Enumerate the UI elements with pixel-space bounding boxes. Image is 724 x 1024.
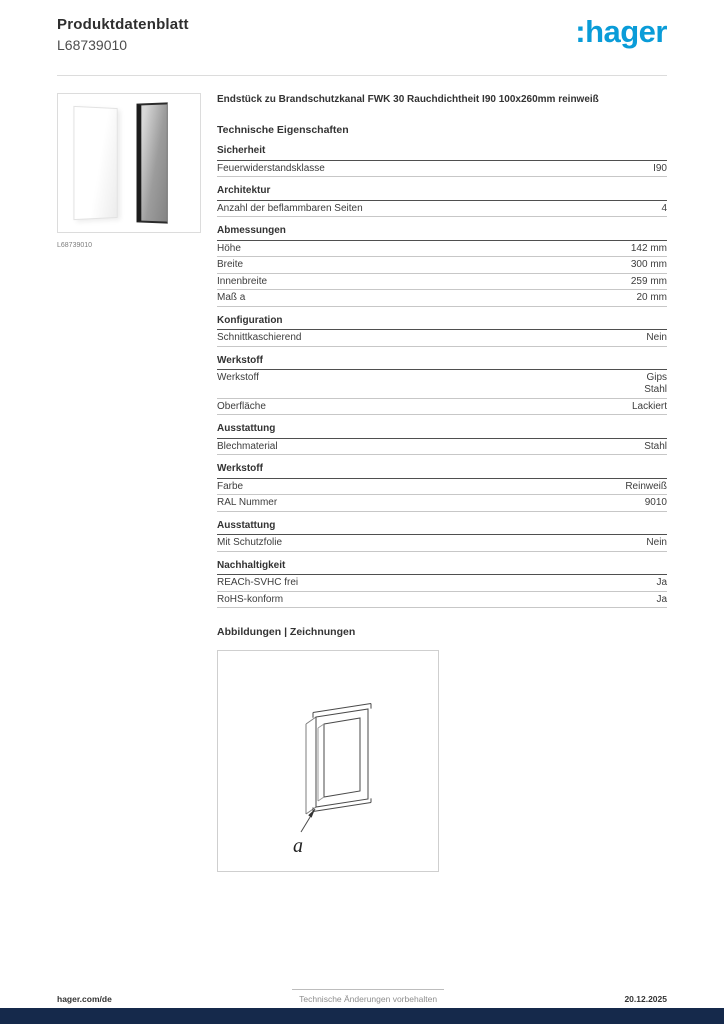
- spec-label: Mit Schutzfolie: [217, 537, 283, 548]
- spec-value: Nein: [646, 537, 667, 548]
- spec-section-heading: Architektur: [217, 185, 667, 201]
- spec-section: [217, 463, 667, 512]
- spec-section-heading: Sicherheit: [217, 145, 667, 161]
- drawings-title: Abbildungen | Zeichnungen: [217, 626, 356, 638]
- spec-row: [217, 575, 667, 592]
- header-divider: [57, 75, 667, 76]
- spec-section-heading: Ausstattung: [217, 423, 667, 439]
- spec-row: [217, 479, 667, 496]
- technical-drawing: [217, 650, 439, 872]
- spec-row: [217, 201, 667, 218]
- spec-value: 259 mm: [630, 275, 667, 287]
- spec-section: [217, 225, 667, 307]
- spec-row: [217, 439, 667, 456]
- product-id: L68739010: [57, 37, 128, 53]
- hager-logo: :hager: [575, 14, 667, 49]
- spec-row: [217, 257, 667, 274]
- tech-properties-title: Technische Eigenschaften: [217, 124, 349, 136]
- spec-row: [217, 161, 667, 178]
- product-description: Endstück zu Brandschutzkanal FWK 30 Rauchdichtheit I90 100x260mm reinweiß: [217, 94, 599, 105]
- footer-date: 20.12.2025: [624, 994, 667, 1004]
- spec-section: [217, 560, 667, 609]
- spec-section-heading: Werkstoff: [217, 355, 667, 371]
- product-image: [57, 93, 201, 233]
- spec-value: I90: [653, 162, 667, 174]
- spec-row: [217, 370, 667, 399]
- spec-section-heading: Werkstoff: [217, 463, 667, 479]
- spec-value: Nein: [646, 332, 667, 343]
- spec-section: [217, 185, 667, 217]
- footer-brand-bar: [0, 1008, 724, 1024]
- page-header: [57, 16, 667, 53]
- spec-section-heading: Abmessungen: [217, 225, 667, 241]
- spec-value: 9010: [644, 497, 667, 508]
- footer-disclaimer: Technische Änderungen vorbehalten: [292, 989, 444, 1004]
- spec-value: Ja: [656, 577, 667, 588]
- spec-section: [217, 145, 667, 177]
- spec-label: REACh-SVHC frei: [217, 577, 299, 588]
- spec-label: Feuerwiderstandsklasse: [217, 162, 325, 174]
- spec-row: [217, 592, 667, 609]
- spec-label: Höhe: [217, 242, 241, 254]
- spec-label: RAL Nummer: [217, 497, 278, 508]
- spec-value: Stahl: [644, 440, 667, 452]
- spec-value: Gips Stahl: [644, 372, 667, 395]
- spec-column: [217, 93, 667, 872]
- spec-label: Maß a: [217, 292, 246, 303]
- spec-row: [217, 535, 667, 552]
- spec-value: 142 mm: [630, 242, 667, 254]
- spec-section: [217, 423, 667, 455]
- spec-row: [217, 241, 667, 258]
- product-image-caption: L68739010: [57, 242, 93, 249]
- header-titles: [57, 16, 189, 53]
- spec-label: Oberfläche: [217, 400, 266, 412]
- spec-value: Reinweiß: [625, 480, 667, 492]
- spec-label: Anzahl der beflammbaren Seiten: [217, 202, 363, 214]
- spec-value: Lackiert: [631, 400, 667, 412]
- spec-sections: [217, 145, 667, 608]
- spec-row: [217, 290, 667, 307]
- spec-row: [217, 399, 667, 416]
- spec-label: Innenbreite: [217, 275, 268, 287]
- spec-section-heading: Konfiguration: [217, 315, 667, 331]
- spec-row: [217, 495, 667, 512]
- spec-value: 300 mm: [630, 259, 667, 270]
- spec-row: [217, 274, 667, 291]
- spec-value: Ja: [656, 593, 667, 605]
- footer-website-link[interactable]: hager.com/de: [57, 994, 112, 1004]
- spec-value: 20 mm: [636, 292, 667, 303]
- spec-row: [217, 330, 667, 347]
- spec-section: [217, 315, 667, 347]
- spec-label: Werkstoff: [217, 372, 259, 383]
- product-panel-white: [73, 106, 117, 220]
- drawing-svg: [218, 651, 438, 871]
- spec-label: Breite: [217, 259, 244, 270]
- spec-section-heading: Ausstattung: [217, 520, 667, 536]
- spec-label: Blechmaterial: [217, 440, 278, 452]
- product-panel-dark: [137, 102, 168, 223]
- page-footer: [57, 989, 667, 1004]
- spec-value: 4: [661, 202, 667, 214]
- product-image-column: [57, 93, 201, 249]
- page-title: Produktdatenblatt: [57, 16, 189, 33]
- spec-label: Farbe: [217, 480, 244, 492]
- spec-section-heading: Nachhaltigkeit: [217, 560, 667, 576]
- spec-label: RoHS-konform: [217, 593, 284, 605]
- spec-label: Schnittkaschierend: [217, 332, 302, 343]
- dimension-a-label: a: [293, 835, 303, 857]
- spec-section: [217, 355, 667, 416]
- spec-section: [217, 520, 667, 552]
